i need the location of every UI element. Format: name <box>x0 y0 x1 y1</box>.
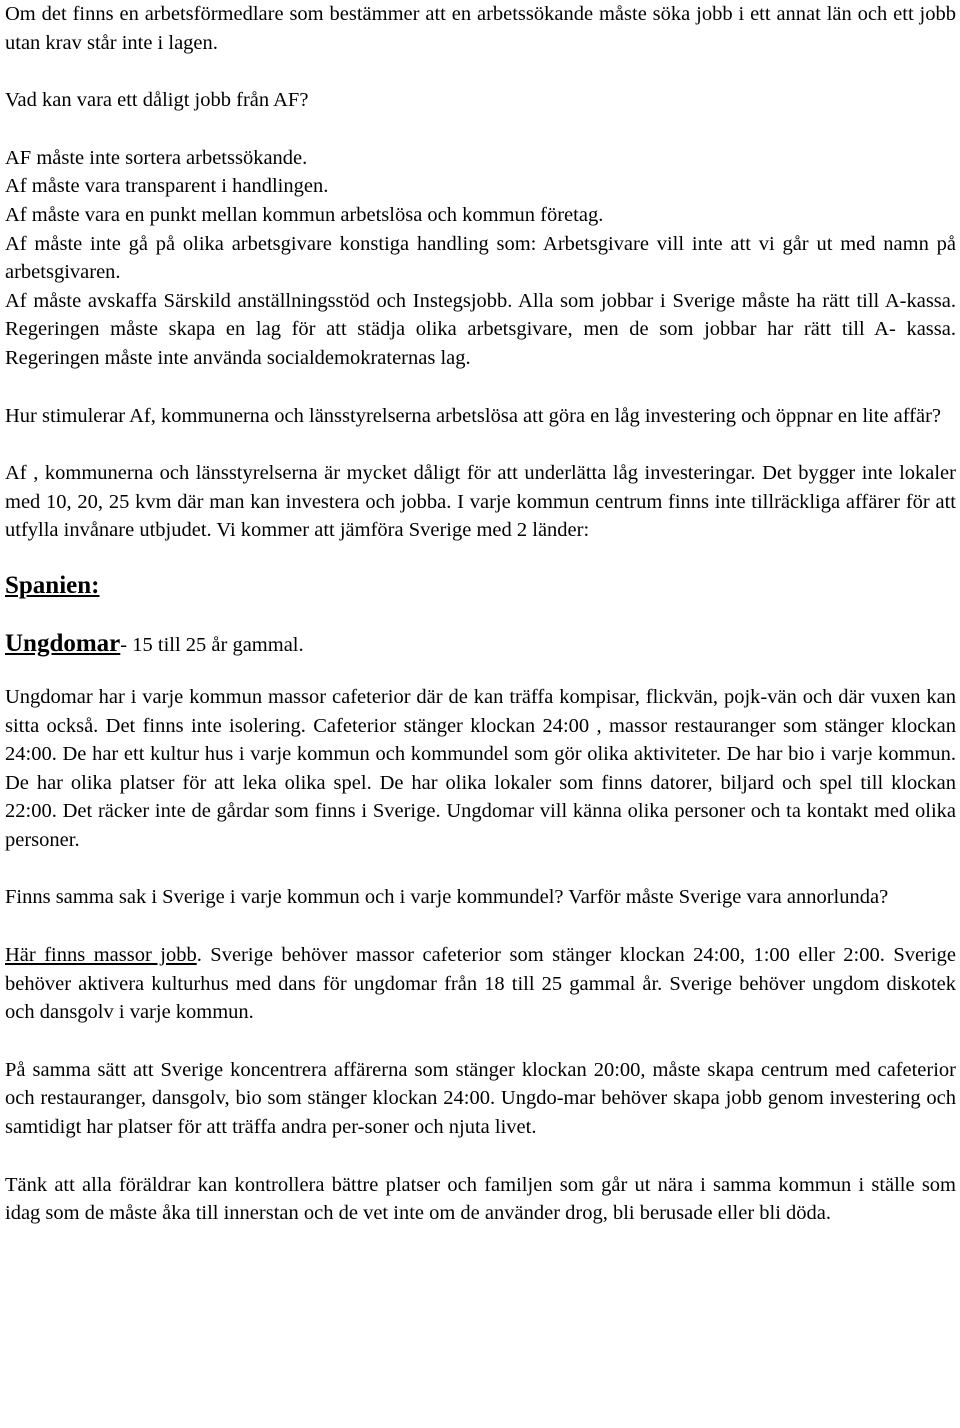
question-stimulate: Hur stimulerar Af, kommunerna och länsstyrelserna arbetslösa att göra en låg investering och öppnar en lite affär? <box>5 404 942 427</box>
youth-suffix: - 15 till 25 år gammal. <box>120 633 304 656</box>
intro-paragraph: Om det finns en arbetsförmedlare som bestämmer att en arbetssökande måste söka jobb i ett annat län och ett jobb utan krav står inte i lagen. <box>5 3 956 54</box>
list-item: AF måste inte sortera arbetssökande. <box>5 146 308 169</box>
jobs-underlined: Här finns massor jobb <box>5 944 197 967</box>
question-bad-job: Vad kan vara ett dåligt jobb från AF? <box>5 89 309 112</box>
sweden-question: Finns samma sak i Sverige i varje kommun och i varje kommundel? Varför måste Sverige vara annorlunda? <box>5 886 889 909</box>
comparison-paragraph: Af , kommunerna och länsstyrelserna är mycket dåligt för att underlätta låg investeringar. Det bygger inte lokaler med 10, 20, 25 kvm där man kan investera och jobba. I varje kommun centrum finns inte tillräckliga affärer för att utfylla invånare utbjudet. Vi kommer att jämföra Sverige med 2 länder: <box>5 462 956 542</box>
list-item: Af måste vara transparent i handlingen. <box>5 175 329 198</box>
heading-youth: Ungdomar <box>5 629 121 657</box>
parents-paragraph: Tänk att alla föräldrar kan kontrollera bättre platser och familjen som går ut nära i samma kommun i ställe som idag som de måste åka till innerstan och de vet inte om de använder drog, bli berusade eller bli döda. <box>5 1173 956 1225</box>
centrum-paragraph: På samma sätt att Sverige koncentrera affärerna som stänger klockan 20:00, måste skapa centrum med cafeterior och restauranger, dansgolv, bio som stänger klockan 24:00. Ungdo-mar behöver skapa jobb genom investering och samtidigt har platser för att träffa andra per-soner och njuta livet. <box>5 1058 956 1139</box>
list-item: Af måste avskaffa Särskild anställningsstöd och Instegsjobb. Alla som jobbar i Sverige måste ha rätt till A-kassa. Regeringen måste skapa en lag för att städja olika arbetsgivare, men de som jobbar har rätt till A- kassa. Regeringen måste inte använda socialdemokraternas lag. <box>5 289 956 369</box>
list-item: Af måste inte gå på olika arbetsgivare konstiga handling som: Arbetsgivare vill inte att vi går ut med namn på arbetsgivaren. <box>5 232 956 284</box>
list-item: Af måste vara en punkt mellan kommun arbetslösa och kommun företag. <box>5 203 604 226</box>
jobs-rest: . Sverige behöver massor cafeterior som stänger klockan 24:00, 1:00 eller 2:00. Sverige behöver aktivera kulturhus med dans för ungdomar från 18 till 25 gammal år. Sverige behöver ungdom diskotek och dansgolv i varje kommun. <box>5 944 956 1024</box>
jobs-paragraph <box>5 941 956 1027</box>
youth-line <box>5 627 956 661</box>
youth-paragraph: Ungdomar har i varje kommun massor cafeterior där de kan träffa kompisar, flickvän, pojk-vän och där vuxen kan sitta också. Det finns inte isolering. Cafeterior stänger klockan 24:00 , massor restauranger som stänger klockan 24:00. De har ett kultur hus i varje kommun och kommundel som gör olika aktiviteter. De har bio i varje kommun. De har olika platser för att leka olika spel. De har olika lokaler som finns datorer, biljard och spel till klockan 22:00. Det räcker inte de gårdar som finns i Sverige. Ungdomar vill känna olika personer och ta kontakt med olika personer. <box>5 685 956 851</box>
heading-spain: Spanien: <box>5 571 100 599</box>
